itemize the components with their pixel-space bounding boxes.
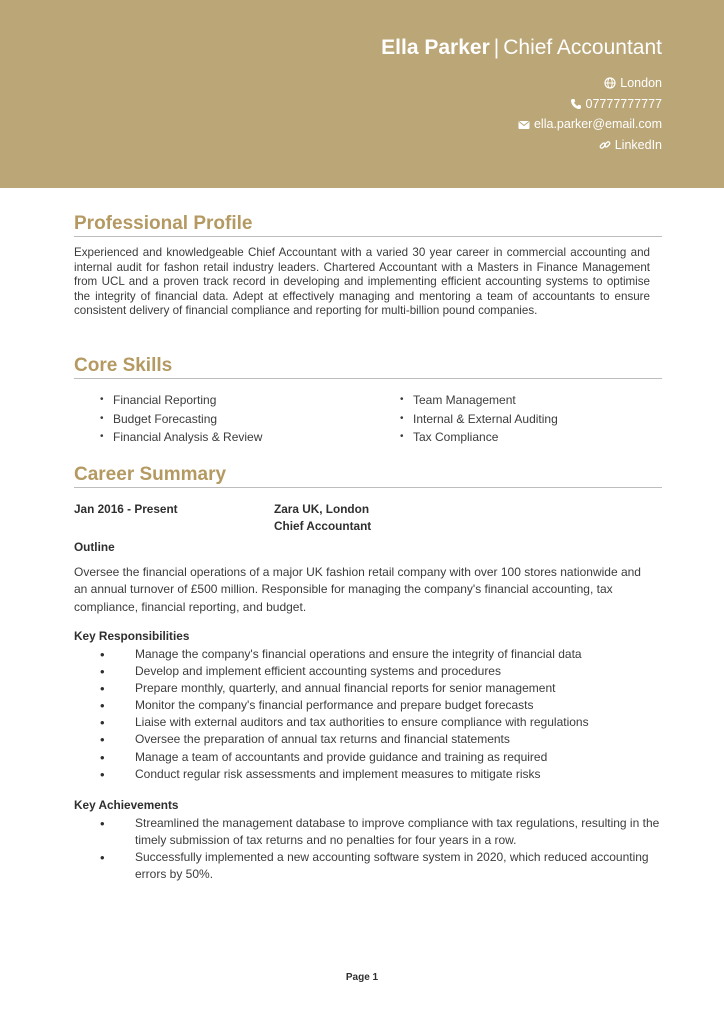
list-item: • Develop and implement efficient accounting systems and procedures: [100, 663, 660, 680]
contact-email[interactable]: [518, 114, 662, 135]
profile-section-title: Professional Profile: [74, 212, 662, 237]
skill-item: • Financial Analysis & Review: [100, 428, 262, 447]
contact-details: [518, 73, 662, 156]
location-text: London: [620, 76, 662, 90]
profile-paragraph: Experienced and knowledgeable Chief Accountant with a varied 30 year career in commercial accounting and internal audit for fashon retail industry leaders. Chartered Accountant with a Masters in Finance Management from UCL and a proven track record in developing and implementing efficient accounting systems to optimise the integrity of financial data. Adept at effectively managing and mentoring a team of accountants to ensure consistent delivery of financial compliance and reporting for multi-billion pound companies.: [74, 246, 650, 318]
career-section-title: Career Summary: [74, 463, 662, 488]
page-number: Page 1: [345, 972, 379, 983]
linkedin-link[interactable]: LinkedIn: [614, 138, 662, 153]
responsibilities-heading: Key Responsibilities: [74, 629, 190, 643]
outline-heading: Outline: [74, 540, 115, 554]
outline-paragraph: Oversee the financial operations of a major UK fashion retail company with over 100 stores nationwide and an annual turnover of £500 million. Responsible for managing the company's financial accounting, tax compliance, financial reporting, and budget.: [74, 565, 641, 614]
skill-item: • Internal & External Auditing: [400, 410, 558, 429]
globe-icon: [604, 77, 616, 89]
list-item: • Manage a team of accountants and provide guidance and training as required: [100, 749, 660, 766]
phone-icon: [570, 98, 582, 110]
list-item: • Monitor the company's financial performance and prepare budget forecasts: [100, 697, 660, 714]
responsibilities-list: [100, 646, 660, 783]
header-banner: [0, 0, 724, 188]
list-item: • Liaise with external auditors and tax authorities to ensure compliance with regulations: [100, 714, 660, 731]
skill-item: • Financial Reporting: [100, 391, 262, 410]
achievements-heading: Key Achievements: [74, 798, 179, 812]
skills-section-title: Core Skills: [74, 354, 662, 379]
achievements-list: [100, 815, 660, 883]
link-icon: [599, 139, 611, 151]
list-item: • Conduct regular risk assessments and implement measures to mitigate risks: [100, 766, 660, 783]
contact-linkedin[interactable]: [518, 135, 662, 156]
envelope-icon: [518, 119, 530, 131]
job-date: Jan 2016 - Present: [74, 502, 178, 516]
job-role: Chief Accountant: [274, 519, 372, 533]
list-item: • Manage the company's financial operations and ensure the integrity of financial data: [100, 646, 660, 663]
list-item: • Successfully implemented a new accounting software system in 2020, which reduced accounting errors by 50%.: [100, 849, 660, 883]
skills-left-column: [100, 391, 262, 447]
email-text[interactable]: ella.parker@email.com: [533, 117, 662, 132]
contact-location: [518, 73, 662, 94]
list-item: • Oversee the preparation of annual tax returns and financial statements: [100, 731, 660, 748]
skill-item: • Tax Compliance: [400, 428, 558, 447]
list-item: • Prepare monthly, quarterly, and annual financial reports for senior management: [100, 680, 660, 697]
candidate-job-title: Chief Accountant: [503, 36, 662, 59]
list-item: • Streamlined the management database to improve compliance with tax regulations, resulting in the timely submission of tax returns and no penalties for four years in a row.: [100, 815, 660, 849]
contact-phone: [518, 94, 662, 115]
job-company: Zara UK, London: [274, 502, 370, 516]
title-separator: |: [493, 36, 500, 59]
skill-item: • Budget Forecasting: [100, 410, 262, 429]
name-title-line: [381, 36, 662, 60]
skills-right-column: [400, 391, 558, 447]
skill-item: • Team Management: [400, 391, 558, 410]
candidate-name: Ella Parker: [381, 36, 490, 59]
phone-text: 07777777777: [585, 96, 662, 111]
